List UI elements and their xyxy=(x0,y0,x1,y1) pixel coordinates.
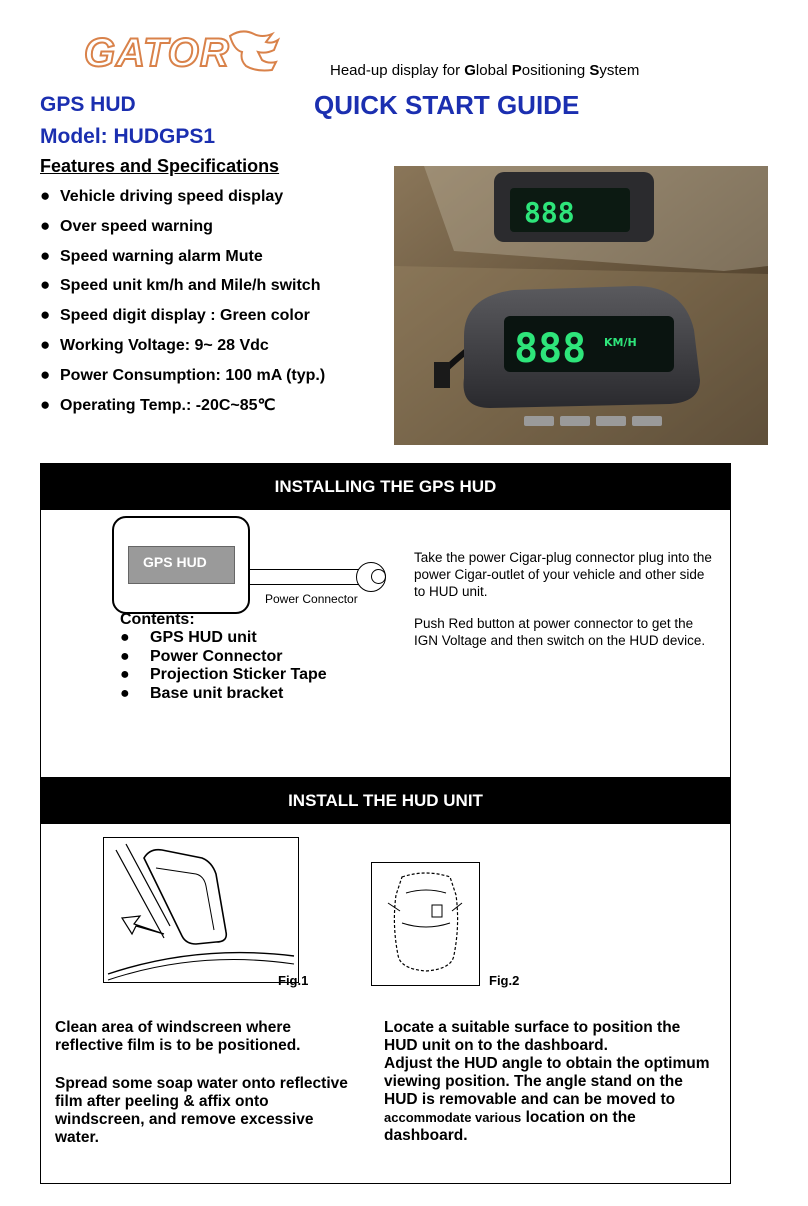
tagline xyxy=(330,62,639,79)
section-title: INSTALL THE HUD UNIT xyxy=(41,778,730,824)
bullet-icon: ● xyxy=(40,394,51,414)
instruction-paragraph: Spread some soap water onto reflective film after peeling & affix onto windscreen, and remove excessive water. xyxy=(55,1075,348,1146)
tagline-part: G xyxy=(464,62,476,79)
bullet-icon: ● xyxy=(40,186,51,205)
contents-heading: Contents: xyxy=(120,611,195,628)
bullet-icon: ● xyxy=(40,334,51,354)
fig2-dashboard-illustration xyxy=(371,862,480,986)
features-list xyxy=(40,186,325,424)
model-number: Model: HUDGPS1 xyxy=(40,125,216,148)
logo-text: GATOR xyxy=(84,31,230,75)
install-instructions xyxy=(414,549,719,664)
bullet-icon: ● xyxy=(120,684,130,702)
reflection-digits: 888 xyxy=(524,196,575,229)
bullet-icon: ● xyxy=(40,275,51,295)
plug-tip-icon xyxy=(371,569,386,584)
feature-item: ● Power Consumption: 100 mA (typ.) xyxy=(40,364,326,384)
dashboard-instructions xyxy=(384,1019,714,1145)
bullet-icon: ● xyxy=(40,215,51,235)
guide-title: QUICK START GUIDE xyxy=(314,90,580,120)
feature-item: ● Over speed warning xyxy=(40,215,213,235)
bullet-icon: ● xyxy=(40,245,51,265)
feature-item: ● Operating Temp.: -20C~85℃ xyxy=(40,394,276,414)
feature-item: ● Speed warning alarm Mute xyxy=(40,245,263,265)
power-connector-label: Power Connector xyxy=(265,592,358,606)
windscreen-instructions xyxy=(55,1019,355,1167)
tagline-part: P xyxy=(511,62,522,79)
instruction-paragraph: Take the power Cigar-plug connector plug into the power Cigar-outlet of your vehicle and other side to HUD unit. xyxy=(414,550,712,599)
contents-item: ● GPS HUD unit xyxy=(120,629,257,646)
instruction-paragraph: Push Red button at power connector to get the IGN Voltage and then switch on the HUD device. xyxy=(414,616,706,648)
features-heading: Features and Specifications xyxy=(40,156,280,176)
feature-item: ● Speed unit km/h and Mile/h switch xyxy=(40,275,321,295)
fig1-windscreen-illustration xyxy=(103,837,299,983)
contents-item: ● Power Connector xyxy=(120,647,283,665)
bullet-icon: ● xyxy=(120,647,130,665)
tagline-part: S xyxy=(589,62,600,79)
instruction-paragraph: Clean area of windscreen where reflective film is to be positioned. xyxy=(55,1019,301,1054)
fig2-caption: Fig.2 xyxy=(489,973,520,988)
contents-item: ● Base unit bracket xyxy=(120,684,284,702)
gator-logo xyxy=(80,22,290,78)
bullet-icon: ● xyxy=(40,305,51,325)
tagline-part: ositioning xyxy=(521,62,590,79)
bullet-icon: ● xyxy=(120,666,130,684)
gator-mascot-icon xyxy=(230,31,278,70)
hud-unit-label: GPS HUD xyxy=(128,546,235,584)
power-cable xyxy=(248,569,360,585)
display-digits: 888 xyxy=(514,326,587,372)
display-units: KM/H xyxy=(604,336,637,349)
instruction-paragraph: Adjust the HUD angle to obtain the optimum viewing position. The angle stand on the HUD is removable and can be moved to accommodate various location on the dashboard. xyxy=(384,1055,710,1144)
instruction-paragraph: Locate a suitable surface to position the HUD unit on to the dashboard. xyxy=(384,1019,681,1054)
feature-item: ● Working Voltage: 9~ 28 Vdc xyxy=(40,334,269,354)
contents-item: ● Projection Sticker Tape xyxy=(120,666,327,684)
tagline-part: Head-up display for xyxy=(330,62,465,79)
section-title: INSTALLING THE GPS HUD xyxy=(41,464,730,510)
bullet-icon: ● xyxy=(40,364,51,384)
tagline-part: lobal xyxy=(475,62,512,79)
feature-item: ● Speed digit display : Green color xyxy=(40,305,310,325)
feature-item: ● Vehicle driving speed display xyxy=(40,186,284,205)
product-name: GPS HUD xyxy=(40,93,136,116)
tagline-part: ystem xyxy=(599,62,640,79)
fig1-caption: Fig.1 xyxy=(278,973,309,988)
bullet-icon: ● xyxy=(120,629,130,646)
product-photo xyxy=(394,166,768,445)
contents-list xyxy=(120,629,327,703)
